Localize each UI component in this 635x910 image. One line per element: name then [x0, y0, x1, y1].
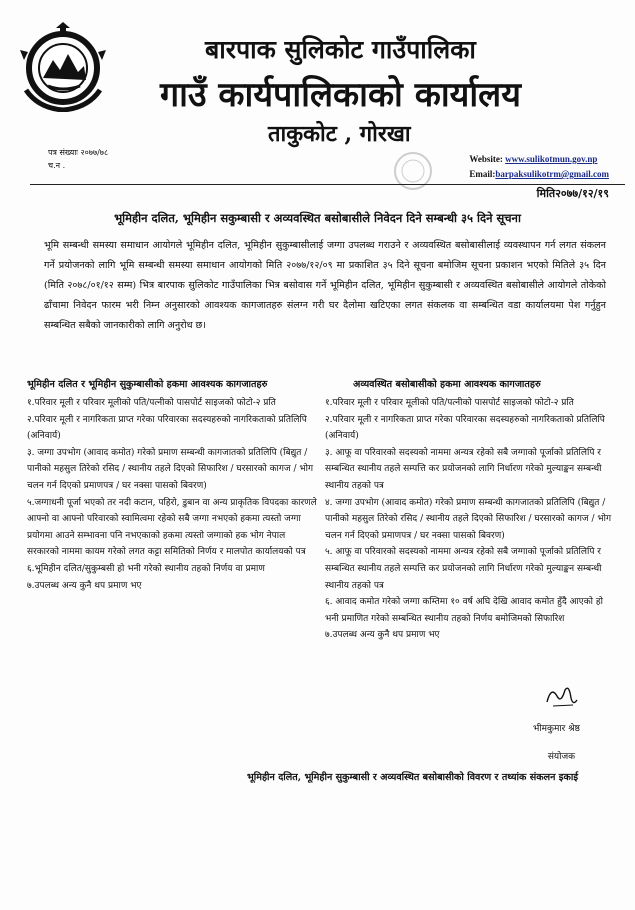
list-item: ३. जग्गा उपभोग (आवाद कमोत) गरेको प्रमाण सम्बन्धी कागजातको प्रतिलिपि (बिद्युत / पानीको महसुल तिरेको रसिद / स्थानीय तहले दिएको सिफारिश / घरसारको कागज / भोग चलन गर्न दिएको प्रमाणपत्र / घर नक्सा पासको बिवरण): [27, 447, 314, 491]
emblem-icon: [18, 20, 108, 112]
list-item: २.परिवार मूली र नागरिकता प्राप्त गरेका परिवारका सदस्यहरुको नागरिकताको प्रतिलिपि (अनिवार्य): [325, 414, 605, 442]
list-item: ७.उपलब्ध अन्य कुनै थप प्रमाण भए: [27, 580, 142, 591]
unmanaged-settlers-documents-heading: अव्यवस्थित बसोबासीको हकमा आवश्यक कागजातहरु: [353, 379, 541, 390]
header-divider: [30, 184, 625, 185]
office-name: गाउँ कार्यपालिकाको कार्यालय: [160, 75, 521, 115]
unmanaged-settlers-documents-column: [325, 376, 615, 644]
list-item: ५. आफू वा परिवारको सदस्यको नाममा अन्यत्र रहेको सबै जग्गाको पूर्जाको प्रतिलिपि र सम्बन्धित स्थानीय तहले सम्पत्ति कर प्रयोजनको लागि निर्धारण गरेको मुल्याङ्कन सम्बन्धी स्थानीय तहको पत्र: [325, 547, 602, 591]
list-item: ३. आफू वा परिवारको सदस्यको नाममा अन्यत्र रहेको सबै जग्गाको पूर्जाको प्रतिलिपि र सम्बन्धित स्थानीय तहले सम्पत्ति कर प्रयोजनको लागि निर्धारण गरेको मुल्याङ्कन सम्बन्धी स्थानीय तहको पत्र: [325, 447, 602, 491]
signer-role: संयोजक: [547, 752, 576, 762]
contact-info: [469, 152, 609, 182]
list-item: १.परिवार मूली र परिवार मूलीको पति/पत्नीको पासपोर्ट साइजको फोटो-२ प्रति: [325, 398, 574, 408]
dispatch-number: च.न .: [48, 161, 66, 170]
municipality-name: बारपाक सुलिकोट गाउँपालिका: [205, 35, 476, 64]
list-item: ४. जग्गा उपभोग (आवाद कमोत) गरेको प्रमाण सम्बन्धी कागजातको प्रतिलिपि (बिद्युत / पानीको महसुल तिरेको रसिद / स्थानीय तहले दिएको सिफारिश / घरसारको कागज / भोग चलन गर्न दिएको प्रमाणपत्र / घर नक्सा पासको बिवरण): [325, 497, 612, 541]
landless-documents-column: [27, 376, 317, 594]
notice-subject: भूमिहीन दलित, भूमिहीन सकुम्बासी र अव्यवस्थित बसोबासीले निवेदन दिने सम्बन्धी ३५ दिने सूचना: [114, 211, 521, 225]
website-label: Website:: [469, 154, 506, 164]
list-item: ६.भूमिहीन दलित/सुकुम्बसी हो भनी गरेको स्थानीय तहको निर्णय वा प्रमाण: [27, 563, 265, 574]
website-link[interactable]: www.sulikotmun.gov.np: [505, 154, 598, 164]
email-label: Email:: [469, 169, 496, 179]
unmanaged-settlers-documents-list: [325, 395, 615, 644]
faded-stamp-icon: [392, 150, 434, 192]
letter-meta: [48, 146, 108, 172]
office-location: ताकुकोट , गोरखा: [268, 121, 411, 147]
letter-number: पत्र संख्याः २०७७/७८: [48, 148, 109, 157]
handwritten-signature-icon: [543, 682, 579, 710]
list-item: १.परिवार मूली र परिवार मूलीको पति/पत्नीको पासपोर्ट साइजको फोटो-२ प्रति: [27, 398, 276, 408]
landless-documents-heading: भूमिहीन दलित र भूमिहीन सुकुम्बासीको हकमा आवश्यक कागजातहरु: [27, 379, 268, 390]
list-item: २.परिवार मूली र नागरिकता प्राप्त गरेका परिवारका सदस्यहरुको नागरिकताको प्रतिलिपि (अनिवार्य): [27, 414, 307, 442]
signer-name: भीमकुमार श्रेष्ठ: [533, 724, 580, 734]
letter-date: मिति२०७७/१२/१९: [536, 187, 609, 200]
list-item: ५.जग्गाधनी पूर्जा भएको तर नदी कटान, पहिरो, डुबान वा अन्य प्राकृतिक विपदका कारणले आफ्नो वा आफ्नो परिवारको स्वामित्वमा रहेको सबै जग्गा नभएको हकमा त्यस्तो जग्गा प्रयोगमा आउने सम्भावना पनि नभएकाको हकमा त्यस्तो जग्गाको हक भोग नेपाल सरकारको नाममा कायम गरेको लगत कट्टा समितिको निर्णय र मालपोत कार्यालयको पत्र: [27, 497, 317, 558]
list-item: ७.उपलब्ध अन्य कुनै थप प्रमाण भए: [325, 630, 440, 641]
issuing-unit: भूमिहीन दलित, भूमिहीन सुकुम्बासी र अव्यवस्थित बसोबासीको विवरण र तथ्यांक संकलन इकाई: [247, 772, 579, 783]
nepal-emblem-logo: [18, 20, 108, 112]
email-link[interactable]: barpaksulikotrm@gmail.com: [495, 169, 609, 179]
list-item: ६. आवाद कमोत गरेको जग्गा कम्तिमा १० वर्ष अघि देखि आवाद कमोत हुँदै आएको हो भनी प्रमाणित गरेको सम्बन्धित स्थानीय तहको निर्णय बमोजिमको सिफारिश: [325, 597, 603, 624]
landless-documents-list: [27, 395, 317, 594]
notice-intro-paragraph: भूमि सम्बन्धी समस्या समाधान आयोगले भूमिहीन दलित, भूमिहीन सुकुम्बासीलाई जग्गा उपलब्ध गराउने र अव्यवस्थित बसोबासीलाई व्यवस्थापन गर्न लगत संकलन गर्ने प्रयोजनको लागि भूमि सम्बन्धी समस्या समाधान आयोगको मिति २०७७/१२/०९ मा प्रकाशित ३५ दिने सूचना बमोजिम सूचना प्रकाशन भएको मितिले ३५ दिन (मिति २०७८/०१/१२ सम्म) भित्र बारपाक सुलिकोट गाउँपालिका भित्र बसोवास गर्ने भूमिहीन दलित, भूमिहीन सुकुम्बासी र अव्यवस्थित बसोबासीले आयोगले तोकेको ढाँचामा निवेदन फारम भरी निम्न अनुसारको आवश्यक कागजातहरु संलग्न गरी घर दैलोमा खटिएका लगत संकलक वा सम्बन्धित वडा कार्यालयमा पेश गर्नुहुन सम्बन्धित सबैको जानकारीको लागि अनुरोध छ।: [44, 240, 606, 331]
signer-block: [533, 715, 580, 771]
